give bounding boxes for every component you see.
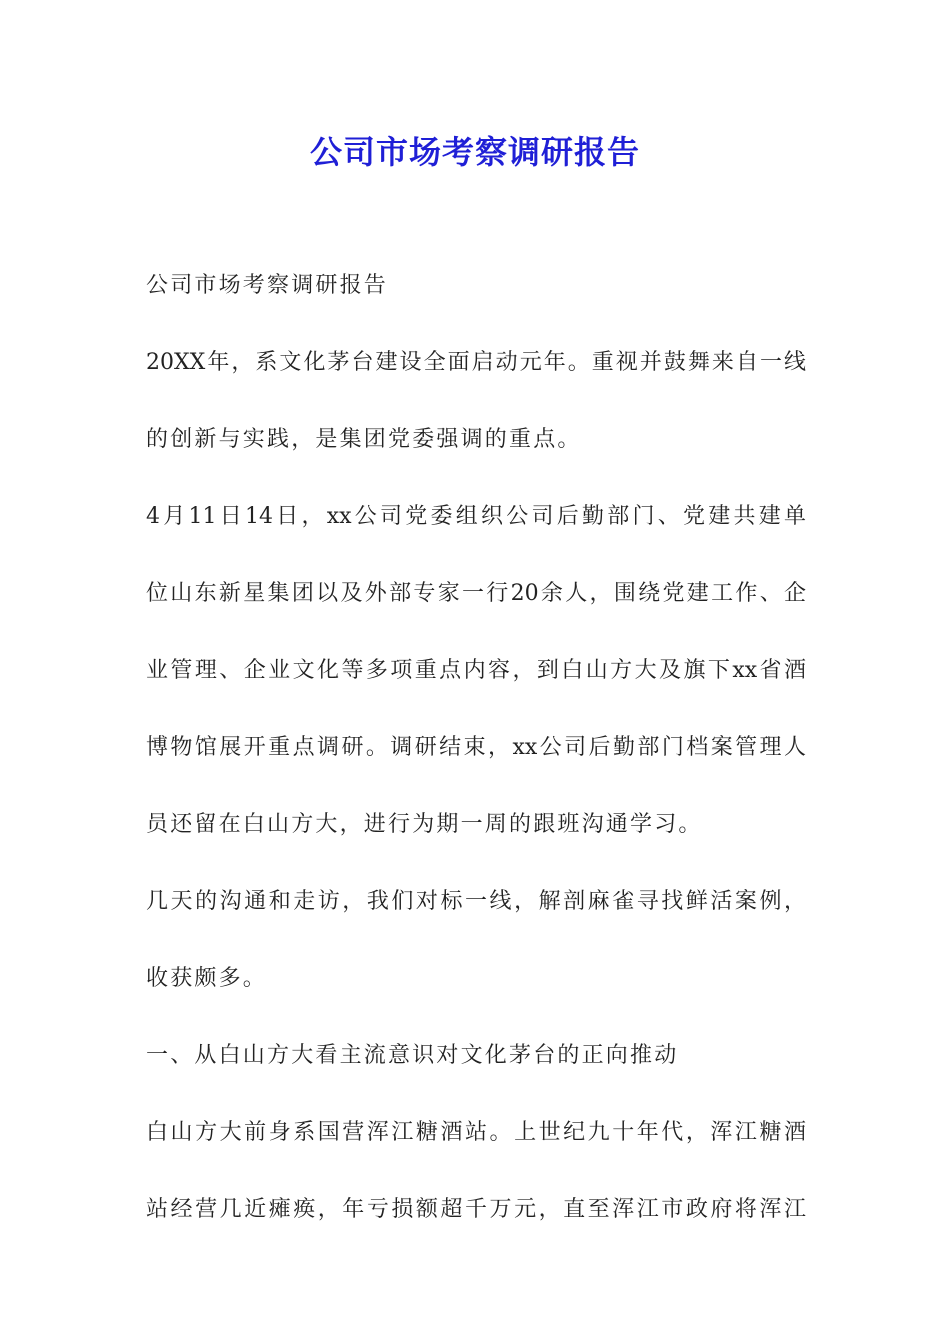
text-line: 站经营几近瘫痪，年亏损额超千万元，直至浑江市政府将浑江 bbox=[146, 1197, 806, 1222]
paragraph-5 bbox=[146, 1107, 806, 1235]
paragraph-gap bbox=[146, 1004, 806, 1030]
text-line: 4月11日14日，xx公司党委组织公司后勤部门、党建共建单 bbox=[146, 504, 806, 529]
text-line: 收获颇多。 bbox=[146, 966, 268, 991]
line-gap bbox=[146, 927, 806, 953]
line-gap bbox=[146, 1158, 806, 1184]
document-title: 公司市场考察调研报告 bbox=[309, 133, 640, 171]
line-gap bbox=[146, 773, 806, 799]
paragraph-1 bbox=[146, 337, 806, 465]
text-line: 几天的沟通和走访，我们对标一线，解剖麻雀寻找鲜活案例， bbox=[146, 889, 806, 914]
paragraph-gap bbox=[146, 311, 806, 337]
text-line: 位山东新星集团以及外部专家一行20余人，围绕党建工作、企 bbox=[146, 581, 806, 606]
paragraph-2 bbox=[146, 491, 806, 850]
line-gap bbox=[146, 619, 806, 645]
line-gap bbox=[146, 542, 806, 568]
text-line: 一、从白山方大看主流意识对文化茅台的正向推动 bbox=[146, 1043, 679, 1068]
text-line: 的创新与实践，是集团党委强调的重点。 bbox=[146, 427, 582, 452]
paragraph-gap bbox=[146, 465, 806, 491]
document-body bbox=[146, 260, 806, 1235]
text-line: 白山方大前身系国营浑江糖酒站。上世纪九十年代，浑江糖酒 bbox=[146, 1120, 806, 1145]
paragraph-gap bbox=[146, 1081, 806, 1107]
text-line: 员还留在白山方大，进行为期一周的跟班沟通学习。 bbox=[146, 812, 703, 837]
document-subtitle: 公司市场考察调研报告 bbox=[146, 273, 389, 298]
paragraph-3 bbox=[146, 876, 806, 1004]
line-gap bbox=[146, 388, 806, 414]
paragraph-gap bbox=[146, 850, 806, 876]
text-line: 博物馆展开重点调研。调研结束，xx公司后勤部门档案管理人 bbox=[146, 735, 806, 760]
section-heading bbox=[146, 1030, 806, 1081]
text-line: 20XX年，系文化茅台建设全面启动元年。重视并鼓舞来自一线 bbox=[146, 350, 806, 375]
line-gap bbox=[146, 696, 806, 722]
text-line: 业管理、企业文化等多项重点内容，到白山方大及旗下xx省酒 bbox=[146, 658, 806, 683]
